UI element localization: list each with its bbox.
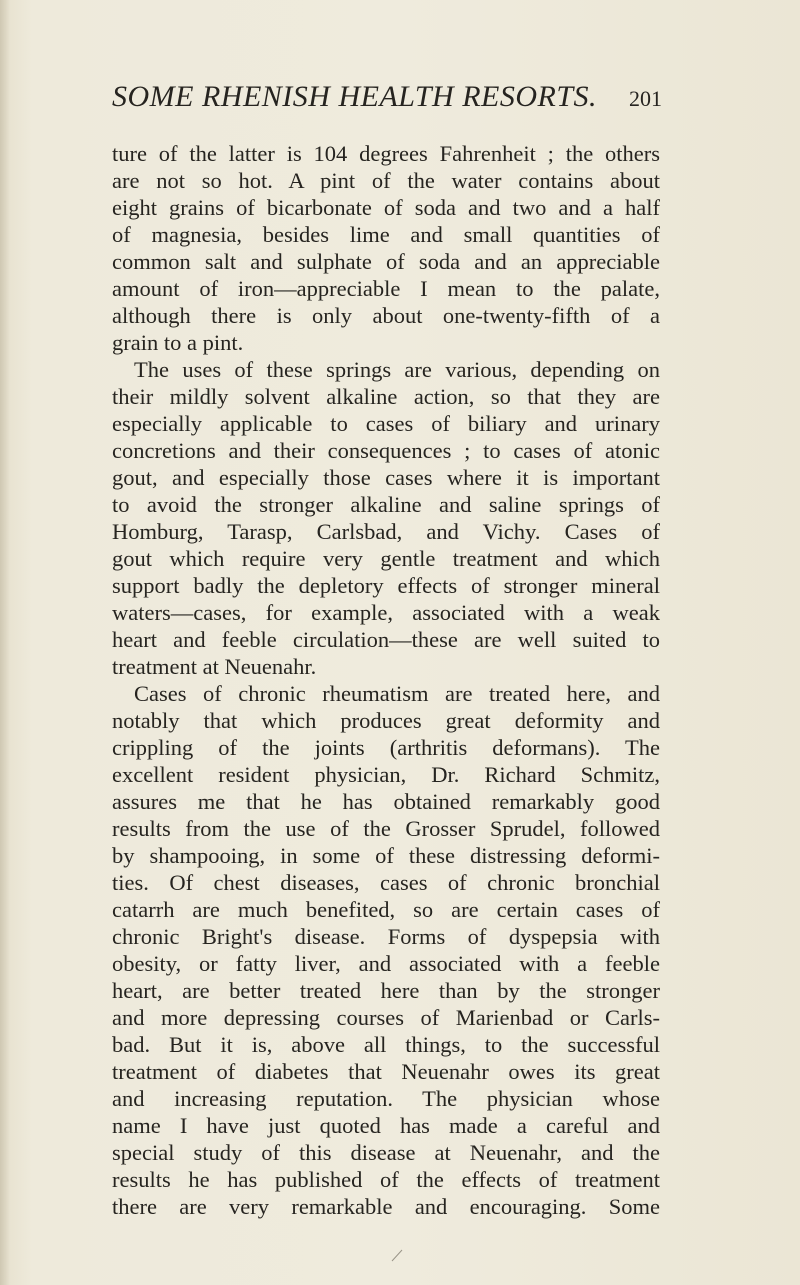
text-line: and more depressing courses of Marienbad or Carls- [112, 1005, 660, 1030]
text-line: excellent resident physician, Dr. Richard Schmitz, [112, 762, 660, 787]
text-line: waters—cases, for example, associated with a weak [112, 600, 660, 625]
text-line: and increasing reputation. The physician whose [112, 1086, 660, 1111]
text-line: treatment of diabetes that Neuenahr owes its great [112, 1059, 660, 1084]
text-line: gout, and especially those cases where it is important [112, 465, 660, 490]
text-line: there are very remarkable and encouraging. Some [112, 1194, 660, 1219]
text-line: eight grains of bicarbonate of soda and two and a half [112, 195, 660, 220]
text-line: Homburg, Tarasp, Carlsbad, and Vichy. Cases of [112, 519, 660, 544]
text-line: results from the use of the Grosser Sprudel, followed [112, 816, 660, 841]
page-gutter-shadow [0, 0, 10, 1285]
text-line: to avoid the stronger alkaline and saline springs of [112, 492, 660, 517]
text-line: support badly the depletory effects of stronger mineral [112, 573, 660, 598]
text-line: results he has published of the effects of treatment [112, 1167, 660, 1192]
text-line: their mildly solvent alkaline action, so that they are [112, 384, 660, 409]
text-line: notably that which produces great deformity and [112, 708, 660, 733]
text-line: Cases of chronic rheumatism are treated here, and [134, 681, 660, 706]
text-line: assures me that he has obtained remarkably good [112, 789, 660, 814]
text-line: grain to a pint. [112, 330, 244, 355]
text-line: crippling of the joints (arthritis deformans). The [112, 735, 660, 760]
text-line: catarrh are much benefited, so are certain cases of [112, 897, 660, 922]
text-line: ties. Of chest diseases, cases of chronic bronchial [112, 870, 660, 895]
text-line: special study of this disease at Neuenahr, and the [112, 1140, 660, 1165]
text-line: heart and feeble circulation—these are well suited to [112, 627, 660, 652]
text-line: chronic Bright's disease. Forms of dyspepsia with [112, 924, 660, 949]
page-number: 201 [629, 86, 662, 111]
text-line: although there is only about one-twenty-fifth of a [112, 303, 660, 328]
text-line: by shampooing, in some of these distressing deformi- [112, 843, 660, 868]
pencil-mark-icon [390, 1248, 404, 1262]
text-line: treatment at Neuenahr. [112, 654, 317, 679]
text-line: gout which require very gentle treatment and which [112, 546, 660, 571]
body-text [112, 140, 660, 1220]
text-line: name I have just quoted has made a careful and [112, 1113, 660, 1138]
text-line: ture of the latter is 104 degrees Fahrenheit ; the others [112, 141, 660, 166]
running-head: SOME RHENISH HEALTH RESORTS. [112, 80, 598, 113]
text-line: amount of iron—appreciable I mean to the palate, [112, 276, 660, 301]
text-line: are not so hot. A pint of the water contains about [112, 168, 660, 193]
text-line: of magnesia, besides lime and small quantities of [112, 222, 660, 247]
page-header [112, 80, 660, 120]
text-line: especially applicable to cases of biliary and urinary [112, 411, 660, 436]
text-line: obesity, or fatty liver, and associated with a feeble [112, 951, 660, 976]
text-line: The uses of these springs are various, depending on [134, 357, 660, 382]
text-line: bad. But it is, above all things, to the successful [112, 1032, 660, 1057]
text-line: concretions and their consequences ; to cases of atonic [112, 438, 660, 463]
text-line: heart, are better treated here than by the stronger [112, 978, 660, 1003]
text-line: common salt and sulphate of soda and an appreciable [112, 249, 660, 274]
